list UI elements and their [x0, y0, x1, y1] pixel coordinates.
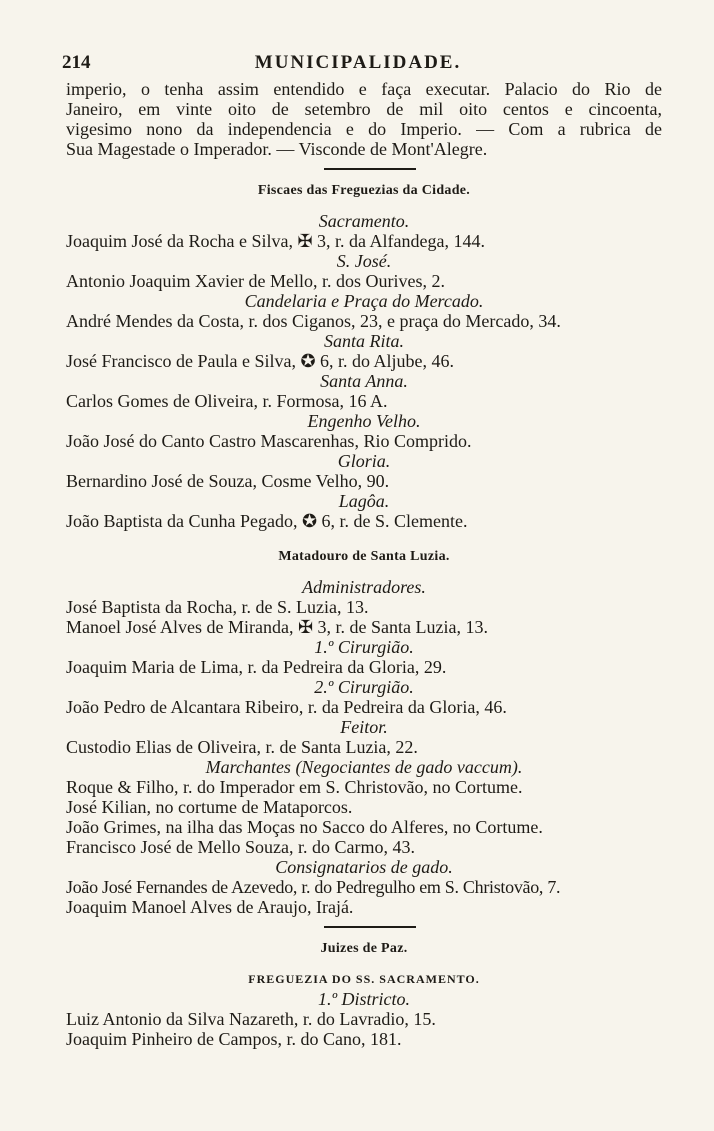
section-title-matadouro: Matadouro de Santa Luzia.: [278, 549, 450, 564]
entry-line: Manoel José Alves de Miranda, ✠ 3, r. de Santa Luzia, 13.: [66, 617, 488, 637]
entry-line: Roque & Filho, r. do Imperador em S. Christovão, no Cortume.: [66, 777, 523, 797]
entry-line: João José Fernandes de Azevedo, r. do Pedregulho em S. Christovão, 7.: [66, 877, 561, 897]
intro-line: imperio, o tenha assim entendido e faça executar. Palacio do Rio de: [66, 79, 662, 99]
entry-line: João Grimes, na ilha das Moças no Sacco do Alferes, no Cortume.: [66, 817, 543, 837]
page-content: [66, 79, 662, 1049]
parish-heading: S. José.: [336, 251, 392, 271]
page-number: 214: [62, 52, 91, 73]
entry-line: João Pedro de Alcantara Ribeiro, r. da Pedreira da Gloria, 46.: [66, 697, 507, 717]
running-head: MUNICIPALIDADE.: [254, 52, 462, 73]
parish-heading: Sacramento.: [318, 211, 410, 231]
entry-line: Custodio Elias de Oliveira, r. de Santa Luzia, 22.: [66, 737, 418, 757]
parish-heading: Santa Anna.: [320, 371, 408, 391]
intro-line: vigesimo nono da independencia e do Imperio. — Com a rubrica de: [66, 119, 662, 139]
entry-line: Carlos Gomes de Oliveira, r. Formosa, 16 A.: [66, 391, 388, 411]
role-heading: 1.º Cirurgião.: [314, 637, 414, 657]
entry-line: Joaquim Manoel Alves de Araujo, Irajá.: [66, 897, 354, 917]
parish-heading: Gloria.: [337, 451, 391, 471]
entry-line: Francisco José de Mello Souza, r. do Carmo, 43.: [66, 837, 415, 857]
section-title-fiscaes: Fiscaes das Freguezias da Cidade.: [257, 183, 471, 198]
district-heading: 1.º Districto.: [317, 989, 411, 1009]
role-heading: Feitor.: [340, 717, 388, 737]
parish-heading: Candelaria e Praça do Mercado.: [244, 291, 484, 311]
role-heading: Administradores.: [302, 577, 426, 597]
entry-line: Joaquim José da Rocha e Silva, ✠ 3, r. da Alfandega, 144.: [66, 231, 486, 251]
section-title-juizes: Juizes de Paz.: [320, 941, 408, 956]
intro-line: Sua Magestade o Imperador. — Visconde de Mont'Alegre.: [66, 139, 488, 159]
entry-line: João Baptista da Cunha Pegado, ✪ 6, r. de S. Clemente.: [66, 511, 468, 531]
parish-subheading: FREGUEZIA DO SS. SACRAMENTO.: [248, 972, 480, 986]
section-divider: [66, 917, 662, 939]
intro-paragraph: [66, 79, 662, 159]
entry-line: Antonio Joaquim Xavier de Mello, r. dos Ourives, 2.: [66, 271, 445, 291]
entry-line: José Francisco de Paula e Silva, ✪ 6, r. do Aljube, 46.: [66, 351, 455, 371]
entry-line: Bernardino José de Souza, Cosme Velho, 90.: [66, 471, 390, 491]
entry-line: João José do Canto Castro Mascarenhas, Rio Comprido.: [66, 431, 472, 451]
role-heading: Consignatarios de gado.: [275, 857, 453, 877]
parish-heading: Santa Rita.: [324, 331, 404, 351]
role-heading: 2.º Cirurgião.: [314, 677, 414, 697]
parish-heading: Engenho Velho.: [307, 411, 421, 431]
entry-line: Luiz Antonio da Silva Nazareth, r. do Lavradio, 15.: [66, 1009, 436, 1029]
entry-line: José Kilian, no cortume de Mataporcos.: [66, 797, 353, 817]
section-divider: [66, 159, 662, 181]
role-heading: Marchantes (Negociantes de gado vaccum).: [205, 757, 523, 777]
entry-line: Joaquim Maria de Lima, r. da Pedreira da Gloria, 29.: [66, 657, 447, 677]
entry-line: André Mendes da Costa, r. dos Ciganos, 23, e praça do Mercado, 34.: [66, 311, 561, 331]
intro-line: Janeiro, em vinte oito de setembro de mil oito centos e cincoenta,: [66, 99, 662, 119]
page-header: [62, 52, 654, 78]
entry-line: José Baptista da Rocha, r. de S. Luzia, 13.: [66, 597, 369, 617]
parish-heading: Lagôa.: [338, 491, 390, 511]
entry-line: Joaquim Pinheiro de Campos, r. do Cano, 181.: [66, 1029, 402, 1049]
